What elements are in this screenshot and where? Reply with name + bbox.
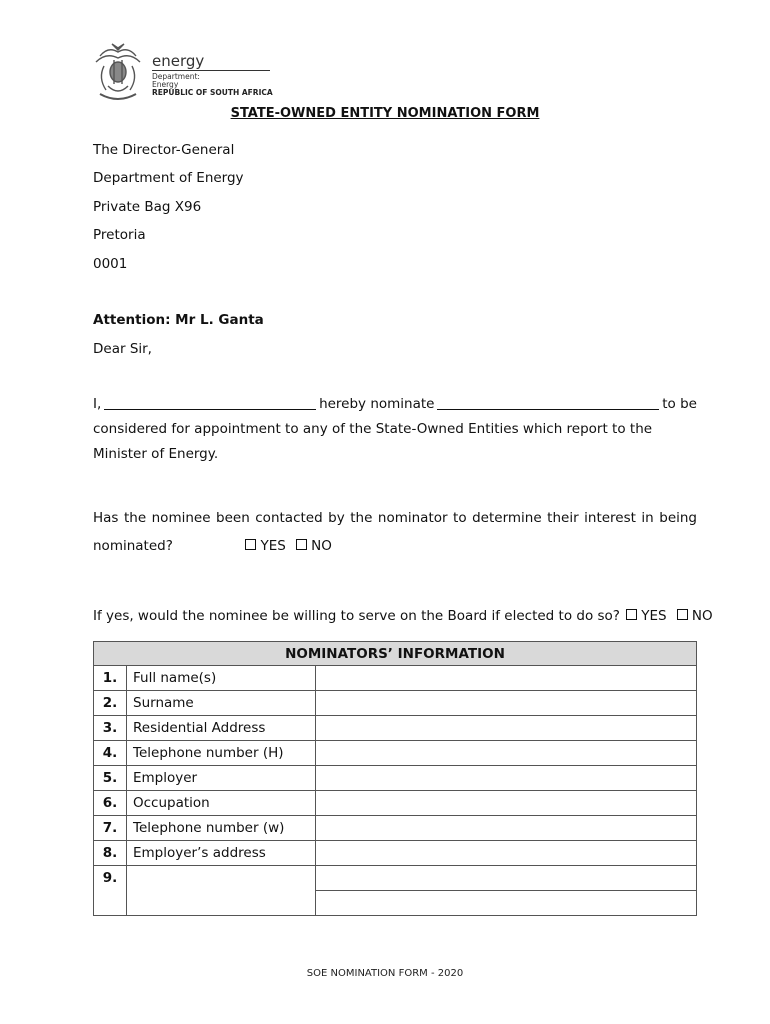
row-number: 9. xyxy=(94,866,127,916)
label-contacted-yes: YES xyxy=(260,538,286,554)
row-number: 2. xyxy=(94,691,127,716)
row-number: 5. xyxy=(94,766,127,791)
row-label: Occupation xyxy=(127,791,316,816)
row-label: Employer xyxy=(127,766,316,791)
surname-field[interactable] xyxy=(316,691,697,716)
row-number: 1. xyxy=(94,666,127,691)
occupation-field[interactable] xyxy=(316,791,697,816)
table-row xyxy=(94,866,697,891)
row-number: 6. xyxy=(94,791,127,816)
row-label: Telephone number (w) xyxy=(127,816,316,841)
row-number: 7. xyxy=(94,816,127,841)
nomination-sentence xyxy=(93,396,697,412)
nomination-continuation: considered for appointment to any of the State-Owned Entities which report to the Minister of Energy. xyxy=(93,421,653,462)
label-willing-no: NO xyxy=(691,608,713,624)
table-row xyxy=(94,691,697,716)
address-line-3: Private Bag X96 xyxy=(93,199,202,215)
nominators-information-table xyxy=(93,641,697,916)
question-willing-row xyxy=(93,608,713,624)
question-contacted: Has the nominee been contacted by the nominator to determine their interest in being xyxy=(93,510,697,526)
employer-field[interactable] xyxy=(316,766,697,791)
telephone-work-field[interactable] xyxy=(316,816,697,841)
row-number: 4. xyxy=(94,741,127,766)
table-row xyxy=(94,816,697,841)
address-line-1: The Director-General xyxy=(93,142,235,158)
table-row xyxy=(94,716,697,741)
label-contacted-no: NO xyxy=(311,538,332,554)
employer-address-field[interactable] xyxy=(316,841,697,866)
page-footer: SOE NOMINATION FORM - 2020 xyxy=(306,968,464,979)
checkbox-contacted-no[interactable] xyxy=(296,539,307,550)
logo-line-energy: Energy xyxy=(152,80,179,89)
extra-field-line-2[interactable] xyxy=(316,891,697,916)
address-postcode: 0001 xyxy=(93,256,128,272)
table-row xyxy=(94,666,697,691)
nomination-suffix: to be xyxy=(662,396,697,412)
extra-field-line-1[interactable] xyxy=(316,866,697,891)
attention-line: Attention: Mr L. Ganta xyxy=(93,312,264,328)
address-line-2: Department of Energy xyxy=(93,170,244,186)
table-row xyxy=(94,741,697,766)
label-willing-yes: YES xyxy=(641,608,667,624)
row-label: Surname xyxy=(127,691,316,716)
logo-wordmark: energy xyxy=(152,52,205,70)
row-label: Full name(s) xyxy=(127,666,316,691)
table-row xyxy=(94,841,697,866)
table-header: NOMINATORS’ INFORMATION xyxy=(94,642,697,666)
nomination-prefix: I, xyxy=(93,396,102,412)
row-label: Employer’s address xyxy=(127,841,316,866)
address-line-4: Pretoria xyxy=(93,227,146,243)
row-label: Residential Address xyxy=(127,716,316,741)
table-row xyxy=(94,766,697,791)
form-title: STATE-OWNED ENTITY NOMINATION FORM xyxy=(230,106,540,121)
checkbox-contacted-yes[interactable] xyxy=(245,539,256,550)
checkbox-willing-no[interactable] xyxy=(677,609,688,620)
row-label xyxy=(127,866,316,916)
question-contacted-answer-row xyxy=(93,538,332,554)
nomination-middle: hereby nominate xyxy=(319,396,435,412)
nominator-name-blank[interactable] xyxy=(104,396,316,410)
table-row xyxy=(94,791,697,816)
question-willing: If yes, would the nominee be willing to serve on the Board if elected to do so? xyxy=(93,608,620,624)
logo-line-department: Department: xyxy=(152,72,200,81)
salutation: Dear Sir, xyxy=(93,341,152,357)
logo-line-country: REPUBLIC OF SOUTH AFRICA xyxy=(152,88,273,97)
row-label: Telephone number (H) xyxy=(127,741,316,766)
checkbox-willing-yes[interactable] xyxy=(626,609,637,620)
full-name-field[interactable] xyxy=(316,666,697,691)
logo-divider xyxy=(152,70,270,71)
row-number: 3. xyxy=(94,716,127,741)
residential-address-field[interactable] xyxy=(316,716,697,741)
coat-of-arms-icon xyxy=(90,42,146,104)
question-contacted-end: nominated? xyxy=(93,538,173,554)
row-number: 8. xyxy=(94,841,127,866)
nominee-name-blank[interactable] xyxy=(437,396,659,410)
telephone-home-field[interactable] xyxy=(316,741,697,766)
